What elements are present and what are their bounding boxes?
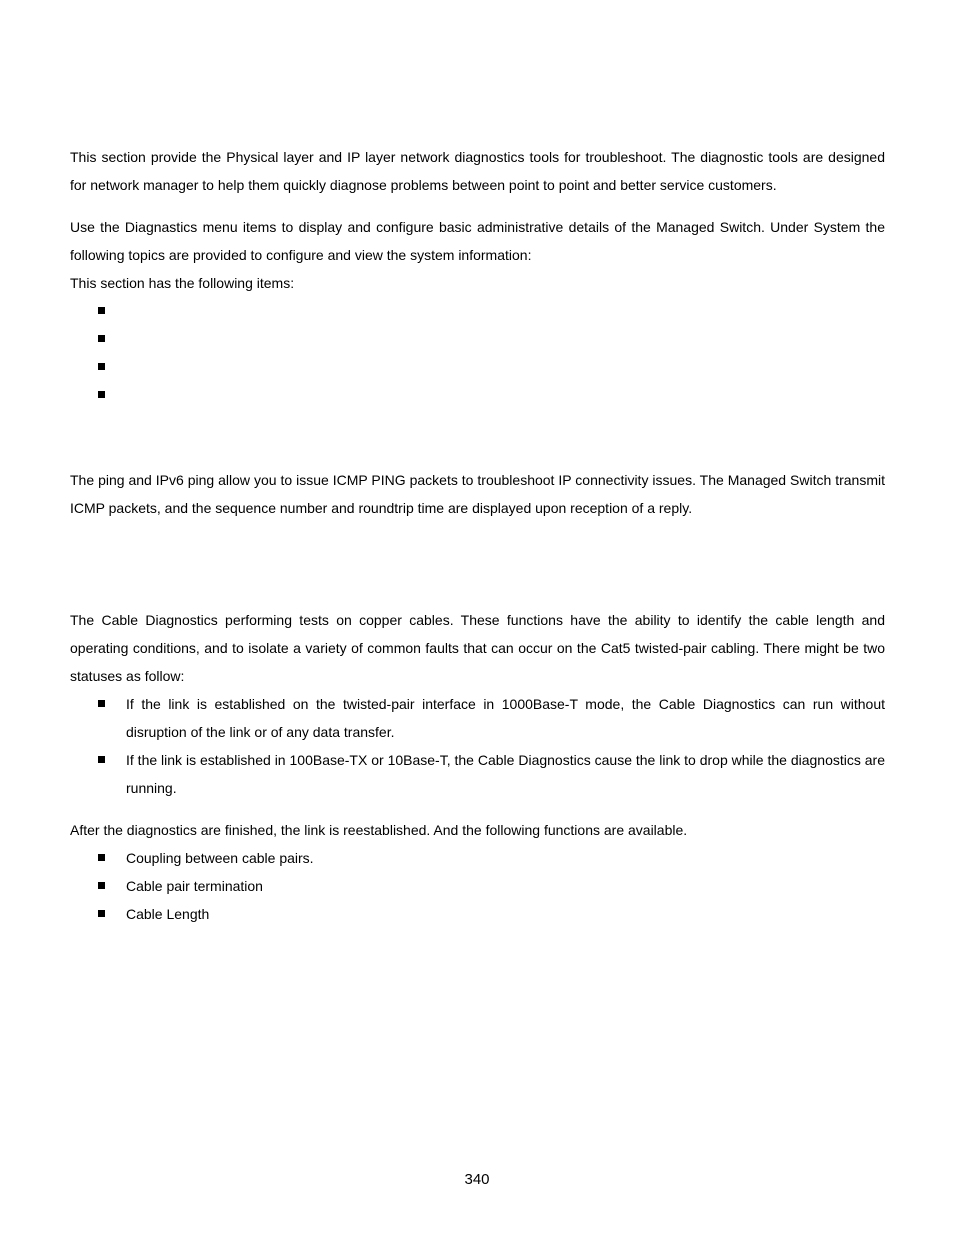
list-item xyxy=(70,353,885,381)
square-bullet-icon xyxy=(98,363,105,370)
square-bullet-icon xyxy=(98,700,105,707)
cable-diagnostics-paragraph: The Cable Diagnostics performing tests on copper cables. These functions have the ability to identify the cable length and operating conditions, and to isolate a variety of common faults that can occur on the Cat5 twisted-pair cabling. There might be two statuses as follow: xyxy=(70,612,885,684)
list-item xyxy=(70,381,885,409)
square-bullet-icon xyxy=(98,391,105,398)
square-bullet-icon xyxy=(98,854,105,861)
items-heading: This section has the following items: xyxy=(70,275,295,291)
intro-paragraph-2: Use the Diagnastics menu items to display and configure basic administrative details of the Managed Switch. Under System the following topics are provided to configure and view the system information: xyxy=(70,219,885,263)
list-item: Coupling between cable pairs. xyxy=(70,844,885,872)
list-item: If the link is established on the twisted-pair interface in 1000Base-T mode, the Cable Diagnostics can run without disruption of the link or of any data transfer. xyxy=(70,690,885,746)
list-item xyxy=(70,325,885,353)
square-bullet-icon xyxy=(98,335,105,342)
section-items-list xyxy=(70,297,885,409)
list-item: If the link is established in 100Base-TX or 10Base-T, the Cable Diagnostics cause the link to drop while the diagnostics are running. xyxy=(70,746,885,802)
square-bullet-icon xyxy=(98,756,105,763)
page-number: 340 xyxy=(464,1171,490,1188)
after-diagnostics-paragraph: After the diagnostics are finished, the link is reestablished. And the following functions are available. xyxy=(70,822,688,838)
square-bullet-icon xyxy=(98,307,105,314)
square-bullet-icon xyxy=(98,882,105,889)
square-bullet-icon xyxy=(98,910,105,917)
intro-paragraph-1: This section provide the Physical layer and IP layer network diagnostics tools for troubleshoot. The diagnostic tools are designed for network manager to help them quickly diagnose problems between point to point and better service customers. xyxy=(70,149,885,193)
list-item xyxy=(70,297,885,325)
cable-functions-list xyxy=(70,844,885,928)
list-item: Cable Length xyxy=(70,900,885,928)
ping-paragraph: The ping and IPv6 ping allow you to issue ICMP PING packets to troubleshoot IP connectivity issues. The Managed Switch transmit ICMP packets, and the sequence number and roundtrip time are displayed upon reception of a reply. xyxy=(70,472,885,516)
cable-status-list xyxy=(70,690,885,802)
list-item: Cable pair termination xyxy=(70,872,885,900)
